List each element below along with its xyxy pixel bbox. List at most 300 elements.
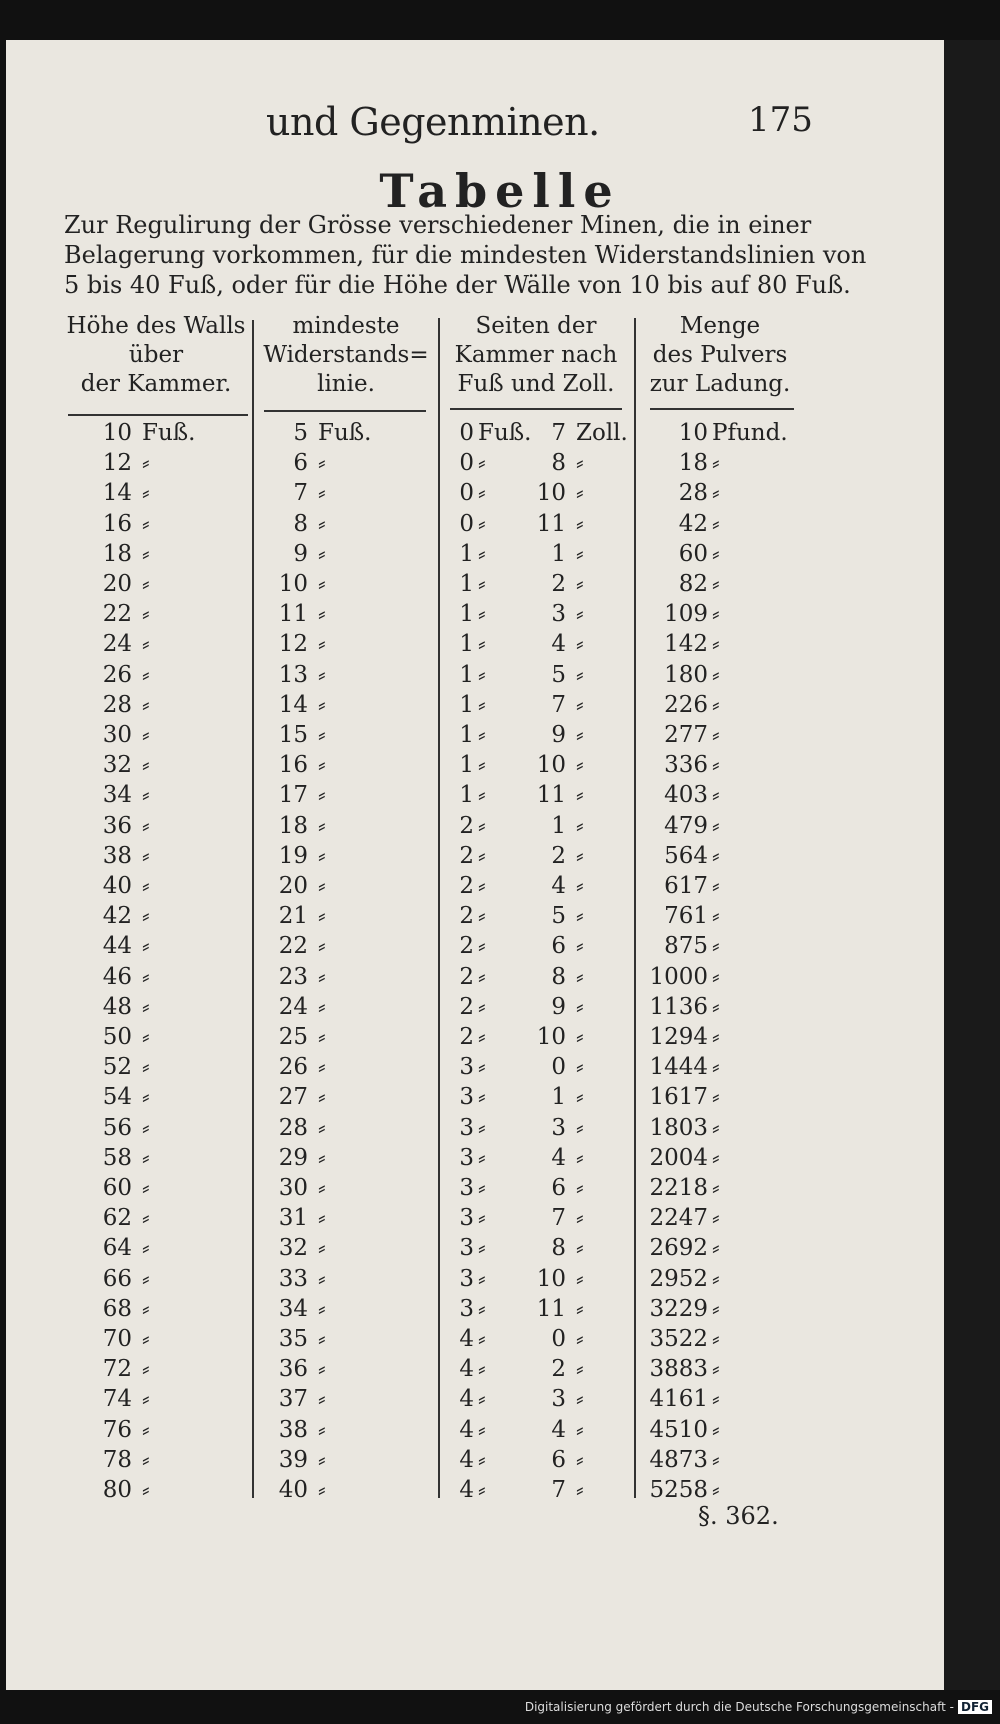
cell-chamber-inches: 7 <box>551 1205 566 1232</box>
ditto-mark: ⸗ <box>318 1054 326 1081</box>
ditto-mark: ⸗ <box>576 1386 584 1413</box>
cell-wall-height: 74 <box>102 1386 132 1413</box>
cell-wall-height: 78 <box>102 1446 132 1473</box>
ditto-mark: ⸗ <box>318 450 326 477</box>
cell-wall-height: 18 <box>102 540 132 567</box>
ditto-mark: ⸗ <box>576 1175 584 1201</box>
ditto-mark: ⸗ <box>478 1024 486 1050</box>
cell-chamber-feet: 3 <box>459 1084 474 1111</box>
ditto-mark: ⸗ <box>712 933 720 960</box>
ditto-mark: ⸗ <box>478 661 486 688</box>
cell-chamber-inches: 0 <box>551 1326 566 1352</box>
ditto-mark: ⸗ <box>712 1054 720 1081</box>
ditto-mark: ⸗ <box>318 1446 326 1473</box>
column-header-line: linie. <box>317 371 375 397</box>
intro-line: 5 bis 40 Fuß, oder für die Höhe der Wälle von 10 bis auf 80 Fuß. <box>64 271 851 299</box>
ditto-mark: ⸗ <box>576 1446 584 1473</box>
cell-wall-height: 22 <box>102 601 132 628</box>
ditto-mark: ⸗ <box>576 450 584 477</box>
cell-chamber-inches: 5 <box>551 903 566 930</box>
ditto-mark: ⸗ <box>576 1356 584 1383</box>
ditto-mark: ⸗ <box>318 1235 326 1262</box>
ditto-mark: ⸗ <box>318 903 326 930</box>
ditto-mark: ⸗ <box>576 722 584 748</box>
ditto-mark: ⸗ <box>576 1114 584 1141</box>
column-header-line: mindeste <box>292 313 400 339</box>
cell-chamber-inches: 6 <box>551 1446 566 1473</box>
table-row <box>0 1084 1000 1114</box>
ditto-mark: ⸗ <box>142 540 150 567</box>
cell-chamber-feet: 3 <box>459 1265 474 1292</box>
cell-powder-pounds: 1294 <box>649 1024 708 1050</box>
cell-wall-height: 72 <box>102 1356 132 1383</box>
ditto-mark: ⸗ <box>478 571 486 597</box>
cell-powder-pounds: 2004 <box>649 1144 708 1171</box>
cell-chamber-feet: 1 <box>459 631 474 658</box>
cell-wall-height: 50 <box>102 1024 132 1050</box>
ditto-mark: ⸗ <box>142 1235 150 1262</box>
intro-line: Zur Regulirung der Grösse verschiedener Minen, die in einer <box>64 211 812 239</box>
ditto-mark: ⸗ <box>478 1235 486 1262</box>
ditto-mark: ⸗ <box>478 540 486 567</box>
table-row <box>0 782 1000 812</box>
ditto-mark: ⸗ <box>318 1114 326 1141</box>
ditto-mark: ⸗ <box>576 1205 584 1232</box>
cell-chamber-inches: 10 <box>536 1024 566 1050</box>
cell-resistance-line: 39 <box>278 1446 308 1473</box>
ditto-mark: ⸗ <box>142 1205 150 1232</box>
ditto-mark: ⸗ <box>478 752 486 779</box>
cell-powder-pounds: 2952 <box>649 1265 708 1292</box>
cell-wall-height: 10 <box>102 420 132 446</box>
cell-wall-height: 38 <box>102 842 132 869</box>
table-row <box>0 662 1000 692</box>
cell-resistance-line: 33 <box>278 1265 308 1292</box>
cell-chamber-inches: 6 <box>551 1175 566 1201</box>
ditto-mark: ⸗ <box>712 1386 720 1413</box>
column-header-powder-amount <box>640 312 800 399</box>
cell-wall-height: 24 <box>102 631 132 658</box>
table-row <box>0 420 1000 450</box>
cell-resistance-line: 13 <box>278 661 308 688</box>
ditto-mark: ⸗ <box>576 1054 584 1081</box>
cell-resistance-line: 12 <box>278 631 308 658</box>
cell-wall-height: 52 <box>102 1054 132 1081</box>
column-header-line: des Pulvers <box>652 342 788 368</box>
ditto-mark: ⸗ <box>712 722 720 748</box>
ditto-mark: ⸗ <box>318 1386 326 1413</box>
ditto-mark: ⸗ <box>576 963 584 990</box>
ditto-mark: ⸗ <box>318 1175 326 1201</box>
digitization-credit <box>525 1700 992 1714</box>
cell-wall-height: 48 <box>102 993 132 1020</box>
ditto-mark: ⸗ <box>142 1416 150 1443</box>
cell-resistance-line: 40 <box>278 1477 308 1503</box>
cell-resistance-line: 20 <box>278 873 308 899</box>
table-row <box>0 541 1000 571</box>
table-row <box>0 450 1000 480</box>
column-header-line: Widerstands= <box>263 342 429 368</box>
intro-paragraph <box>64 210 867 300</box>
ditto-mark: ⸗ <box>478 480 486 507</box>
ditto-mark: ⸗ <box>478 1356 486 1383</box>
dfg-logo: DFG <box>958 1700 992 1714</box>
cell-chamber-inches: 10 <box>536 480 566 507</box>
cell-chamber-inches: 0 <box>551 1054 566 1081</box>
ditto-mark: ⸗ <box>712 1235 720 1262</box>
cell-chamber-feet: 4 <box>459 1446 474 1473</box>
ditto-mark: ⸗ <box>576 1295 584 1322</box>
cell-wall-height: 66 <box>102 1265 132 1292</box>
ditto-mark: ⸗ <box>576 510 584 537</box>
table-row <box>0 1235 1000 1265</box>
column-header-line: Kammer nach <box>454 342 618 368</box>
table-row <box>0 722 1000 752</box>
cell-chamber-feet: 1 <box>459 571 474 597</box>
column-header-line: über <box>128 342 184 368</box>
ditto-mark: ⸗ <box>712 661 720 688</box>
table-row <box>0 1054 1000 1084</box>
cell-wall-height: 54 <box>102 1084 132 1111</box>
table-row <box>0 1145 1000 1175</box>
ditto-mark: ⸗ <box>576 873 584 899</box>
cell-chamber-feet: 1 <box>459 691 474 718</box>
ditto-mark: ⸗ <box>142 450 150 477</box>
cell-chamber-feet: 2 <box>459 993 474 1020</box>
cell-chamber-inches: 10 <box>536 1265 566 1292</box>
unit-label: Pfund. <box>712 420 788 446</box>
cell-chamber-feet: 4 <box>459 1326 474 1352</box>
ditto-mark: ⸗ <box>142 933 150 960</box>
cell-chamber-feet: 0 <box>459 450 474 477</box>
ditto-mark: ⸗ <box>142 782 150 809</box>
cell-chamber-inches: 4 <box>551 631 566 658</box>
cell-chamber-feet: 3 <box>459 1054 474 1081</box>
unit-label: Fuß. <box>142 420 196 446</box>
cell-chamber-inches: 5 <box>551 661 566 688</box>
ditto-mark: ⸗ <box>576 480 584 507</box>
ditto-mark: ⸗ <box>142 480 150 507</box>
ditto-mark: ⸗ <box>142 510 150 537</box>
ditto-mark: ⸗ <box>318 752 326 779</box>
cell-chamber-inches: 11 <box>536 510 566 537</box>
cell-wall-height: 76 <box>102 1416 132 1443</box>
cell-wall-height: 80 <box>102 1477 132 1503</box>
ditto-mark: ⸗ <box>712 752 720 779</box>
ditto-mark: ⸗ <box>142 1356 150 1383</box>
cell-chamber-feet: 2 <box>459 1024 474 1050</box>
ditto-mark: ⸗ <box>576 1477 584 1503</box>
ditto-mark: ⸗ <box>576 842 584 869</box>
ditto-mark: ⸗ <box>478 1295 486 1322</box>
unit-label: Fuß. <box>478 420 532 446</box>
cell-chamber-feet: 2 <box>459 963 474 990</box>
cell-powder-pounds: 875 <box>664 933 708 960</box>
ditto-mark: ⸗ <box>318 1295 326 1322</box>
cell-chamber-inches: 1 <box>551 812 566 839</box>
cell-wall-height: 32 <box>102 752 132 779</box>
ditto-mark: ⸗ <box>712 571 720 597</box>
ditto-mark: ⸗ <box>478 873 486 899</box>
table-row <box>0 1356 1000 1386</box>
ditto-mark: ⸗ <box>576 540 584 567</box>
ditto-mark: ⸗ <box>576 1235 584 1262</box>
table-row <box>0 1386 1000 1416</box>
cell-powder-pounds: 142 <box>664 631 708 658</box>
ditto-mark: ⸗ <box>712 1477 720 1503</box>
table-row <box>0 843 1000 873</box>
ditto-mark: ⸗ <box>478 1205 486 1232</box>
ditto-mark: ⸗ <box>142 1386 150 1413</box>
cell-powder-pounds: 1136 <box>649 993 708 1020</box>
cell-chamber-inches: 7 <box>551 1477 566 1503</box>
cell-chamber-inches: 11 <box>536 782 566 809</box>
ditto-mark: ⸗ <box>142 691 150 718</box>
cell-resistance-line: 22 <box>278 933 308 960</box>
ditto-mark: ⸗ <box>712 1144 720 1171</box>
cell-resistance-line: 10 <box>278 571 308 597</box>
ditto-mark: ⸗ <box>142 812 150 839</box>
ditto-mark: ⸗ <box>318 993 326 1020</box>
ditto-mark: ⸗ <box>576 1265 584 1292</box>
cell-powder-pounds: 277 <box>664 722 708 748</box>
cell-chamber-feet: 0 <box>459 420 474 446</box>
ditto-mark: ⸗ <box>576 752 584 779</box>
cell-resistance-line: 36 <box>278 1356 308 1383</box>
cell-resistance-line: 28 <box>278 1114 308 1141</box>
cell-chamber-inches: 8 <box>551 450 566 477</box>
ditto-mark: ⸗ <box>318 631 326 658</box>
cell-powder-pounds: 60 <box>678 540 708 567</box>
cell-resistance-line: 24 <box>278 993 308 1020</box>
table-row <box>0 571 1000 601</box>
ditto-mark: ⸗ <box>478 993 486 1020</box>
ditto-mark: ⸗ <box>576 1326 584 1352</box>
ditto-mark: ⸗ <box>142 1084 150 1111</box>
cell-resistance-line: 19 <box>278 842 308 869</box>
cell-chamber-feet: 2 <box>459 842 474 869</box>
ditto-mark: ⸗ <box>576 903 584 930</box>
cell-resistance-line: 35 <box>278 1326 308 1352</box>
ditto-mark: ⸗ <box>478 510 486 537</box>
ditto-mark: ⸗ <box>478 933 486 960</box>
ditto-mark: ⸗ <box>478 812 486 839</box>
cell-chamber-inches: 3 <box>551 1114 566 1141</box>
ditto-mark: ⸗ <box>576 1416 584 1443</box>
table-row <box>0 1115 1000 1145</box>
cell-resistance-line: 30 <box>278 1175 308 1201</box>
ditto-mark: ⸗ <box>142 1295 150 1322</box>
cell-chamber-feet: 4 <box>459 1416 474 1443</box>
cell-powder-pounds: 1803 <box>649 1114 708 1141</box>
ditto-mark: ⸗ <box>142 1446 150 1473</box>
ditto-mark: ⸗ <box>142 1175 150 1201</box>
cell-wall-height: 58 <box>102 1144 132 1171</box>
cell-chamber-feet: 2 <box>459 933 474 960</box>
cell-powder-pounds: 4161 <box>649 1386 708 1413</box>
cell-chamber-feet: 1 <box>459 722 474 748</box>
cell-chamber-inches: 2 <box>551 1356 566 1383</box>
credit-text: Digitalisierung gefördert durch die Deutsche Forschungsgemeinschaft - <box>524 1700 954 1714</box>
cell-powder-pounds: 10 <box>678 420 708 446</box>
ditto-mark: ⸗ <box>142 752 150 779</box>
cell-resistance-line: 15 <box>278 722 308 748</box>
table-row <box>0 1175 1000 1205</box>
page-number: 175 <box>748 100 813 140</box>
ditto-mark: ⸗ <box>576 1144 584 1171</box>
ditto-mark: ⸗ <box>142 903 150 930</box>
cell-resistance-line: 11 <box>278 601 308 628</box>
table-row <box>0 1205 1000 1235</box>
ditto-mark: ⸗ <box>576 691 584 718</box>
ditto-mark: ⸗ <box>318 601 326 628</box>
table-row <box>0 873 1000 903</box>
table-row <box>0 1477 1000 1507</box>
ditto-mark: ⸗ <box>576 601 584 628</box>
ditto-mark: ⸗ <box>142 1326 150 1352</box>
cell-resistance-line: 14 <box>278 691 308 718</box>
ditto-mark: ⸗ <box>318 571 326 597</box>
ditto-mark: ⸗ <box>318 1356 326 1383</box>
table-row <box>0 511 1000 541</box>
ditto-mark: ⸗ <box>712 963 720 990</box>
cell-chamber-inches: 2 <box>551 571 566 597</box>
ditto-mark: ⸗ <box>712 812 720 839</box>
ditto-mark: ⸗ <box>318 782 326 809</box>
ditto-mark: ⸗ <box>318 812 326 839</box>
ditto-mark: ⸗ <box>478 1175 486 1201</box>
cell-resistance-line: 26 <box>278 1054 308 1081</box>
cell-resistance-line: 25 <box>278 1024 308 1050</box>
cell-resistance-line: 8 <box>293 510 308 537</box>
ditto-mark: ⸗ <box>478 601 486 628</box>
cell-chamber-inches: 9 <box>551 722 566 748</box>
ditto-mark: ⸗ <box>142 873 150 899</box>
cell-wall-height: 30 <box>102 722 132 748</box>
cell-powder-pounds: 2692 <box>649 1235 708 1262</box>
cell-chamber-feet: 4 <box>459 1386 474 1413</box>
cell-wall-height: 70 <box>102 1326 132 1352</box>
ditto-mark: ⸗ <box>318 510 326 537</box>
ditto-mark: ⸗ <box>478 1084 486 1111</box>
cell-powder-pounds: 479 <box>664 812 708 839</box>
ditto-mark: ⸗ <box>142 601 150 628</box>
ditto-mark: ⸗ <box>712 1356 720 1383</box>
column-header-line: Seiten der <box>475 313 597 339</box>
cell-chamber-feet: 1 <box>459 661 474 688</box>
ditto-mark: ⸗ <box>142 1024 150 1050</box>
intro-line: Belagerung vorkommen, für die mindesten Widerstandslinien von <box>64 241 867 269</box>
cell-resistance-line: 16 <box>278 752 308 779</box>
cell-chamber-inches: 7 <box>551 420 566 446</box>
ditto-mark: ⸗ <box>712 1205 720 1232</box>
cell-resistance-line: 9 <box>293 540 308 567</box>
cell-chamber-feet: 3 <box>459 1205 474 1232</box>
cell-powder-pounds: 5258 <box>649 1477 708 1503</box>
cell-chamber-feet: 1 <box>459 540 474 567</box>
ditto-mark: ⸗ <box>712 480 720 507</box>
cell-resistance-line: 23 <box>278 963 308 990</box>
ditto-mark: ⸗ <box>318 722 326 748</box>
ditto-mark: ⸗ <box>712 1265 720 1292</box>
cell-powder-pounds: 4510 <box>649 1416 708 1443</box>
table-row <box>0 813 1000 843</box>
ditto-mark: ⸗ <box>712 631 720 658</box>
cell-chamber-inches: 3 <box>551 1386 566 1413</box>
table-row <box>0 1326 1000 1356</box>
table-row <box>0 1296 1000 1326</box>
table-row <box>0 933 1000 963</box>
ditto-mark: ⸗ <box>318 1416 326 1443</box>
cell-resistance-line: 31 <box>278 1205 308 1232</box>
header-rule <box>264 410 426 412</box>
cell-chamber-inches: 7 <box>551 691 566 718</box>
unit-label: Fuß. <box>318 420 372 446</box>
cell-chamber-inches: 4 <box>551 1144 566 1171</box>
ditto-mark: ⸗ <box>318 1024 326 1050</box>
ditto-mark: ⸗ <box>142 963 150 990</box>
cell-chamber-feet: 0 <box>459 480 474 507</box>
ditto-mark: ⸗ <box>318 1477 326 1503</box>
ditto-mark: ⸗ <box>712 903 720 930</box>
cell-chamber-feet: 3 <box>459 1235 474 1262</box>
ditto-mark: ⸗ <box>576 812 584 839</box>
ditto-mark: ⸗ <box>576 993 584 1020</box>
ditto-mark: ⸗ <box>318 1205 326 1232</box>
table-row <box>0 692 1000 722</box>
cell-powder-pounds: 42 <box>678 510 708 537</box>
cell-chamber-feet: 3 <box>459 1114 474 1141</box>
cell-wall-height: 60 <box>102 1175 132 1201</box>
ditto-mark: ⸗ <box>478 1446 486 1473</box>
ditto-mark: ⸗ <box>712 993 720 1020</box>
cell-wall-height: 20 <box>102 571 132 597</box>
cell-wall-height: 14 <box>102 480 132 507</box>
table-row <box>0 601 1000 631</box>
ditto-mark: ⸗ <box>142 722 150 748</box>
cell-chamber-feet: 3 <box>459 1295 474 1322</box>
ditto-mark: ⸗ <box>576 1024 584 1050</box>
cell-chamber-inches: 9 <box>551 993 566 1020</box>
cell-chamber-inches: 11 <box>536 1295 566 1322</box>
cell-chamber-feet: 0 <box>459 510 474 537</box>
cell-chamber-feet: 3 <box>459 1144 474 1171</box>
table-title: Tabelle <box>379 164 621 218</box>
cell-chamber-feet: 1 <box>459 601 474 628</box>
ditto-mark: ⸗ <box>318 963 326 990</box>
ditto-mark: ⸗ <box>478 1477 486 1503</box>
cell-chamber-feet: 4 <box>459 1356 474 1383</box>
ditto-mark: ⸗ <box>712 691 720 718</box>
cell-powder-pounds: 617 <box>664 873 708 899</box>
ditto-mark: ⸗ <box>712 1416 720 1443</box>
cell-chamber-inches: 4 <box>551 873 566 899</box>
ditto-mark: ⸗ <box>478 963 486 990</box>
ditto-mark: ⸗ <box>478 903 486 930</box>
ditto-mark: ⸗ <box>318 540 326 567</box>
cell-wall-height: 26 <box>102 661 132 688</box>
column-header-line: Höhe des Walls <box>66 313 246 339</box>
ditto-mark: ⸗ <box>478 722 486 748</box>
table-row <box>0 1447 1000 1477</box>
table-row <box>0 1266 1000 1296</box>
cell-chamber-feet: 2 <box>459 812 474 839</box>
ditto-mark: ⸗ <box>478 1144 486 1171</box>
cell-chamber-inches: 10 <box>536 752 566 779</box>
ditto-mark: ⸗ <box>142 1265 150 1292</box>
column-header-resistance-line <box>258 312 434 399</box>
table-row <box>0 631 1000 661</box>
